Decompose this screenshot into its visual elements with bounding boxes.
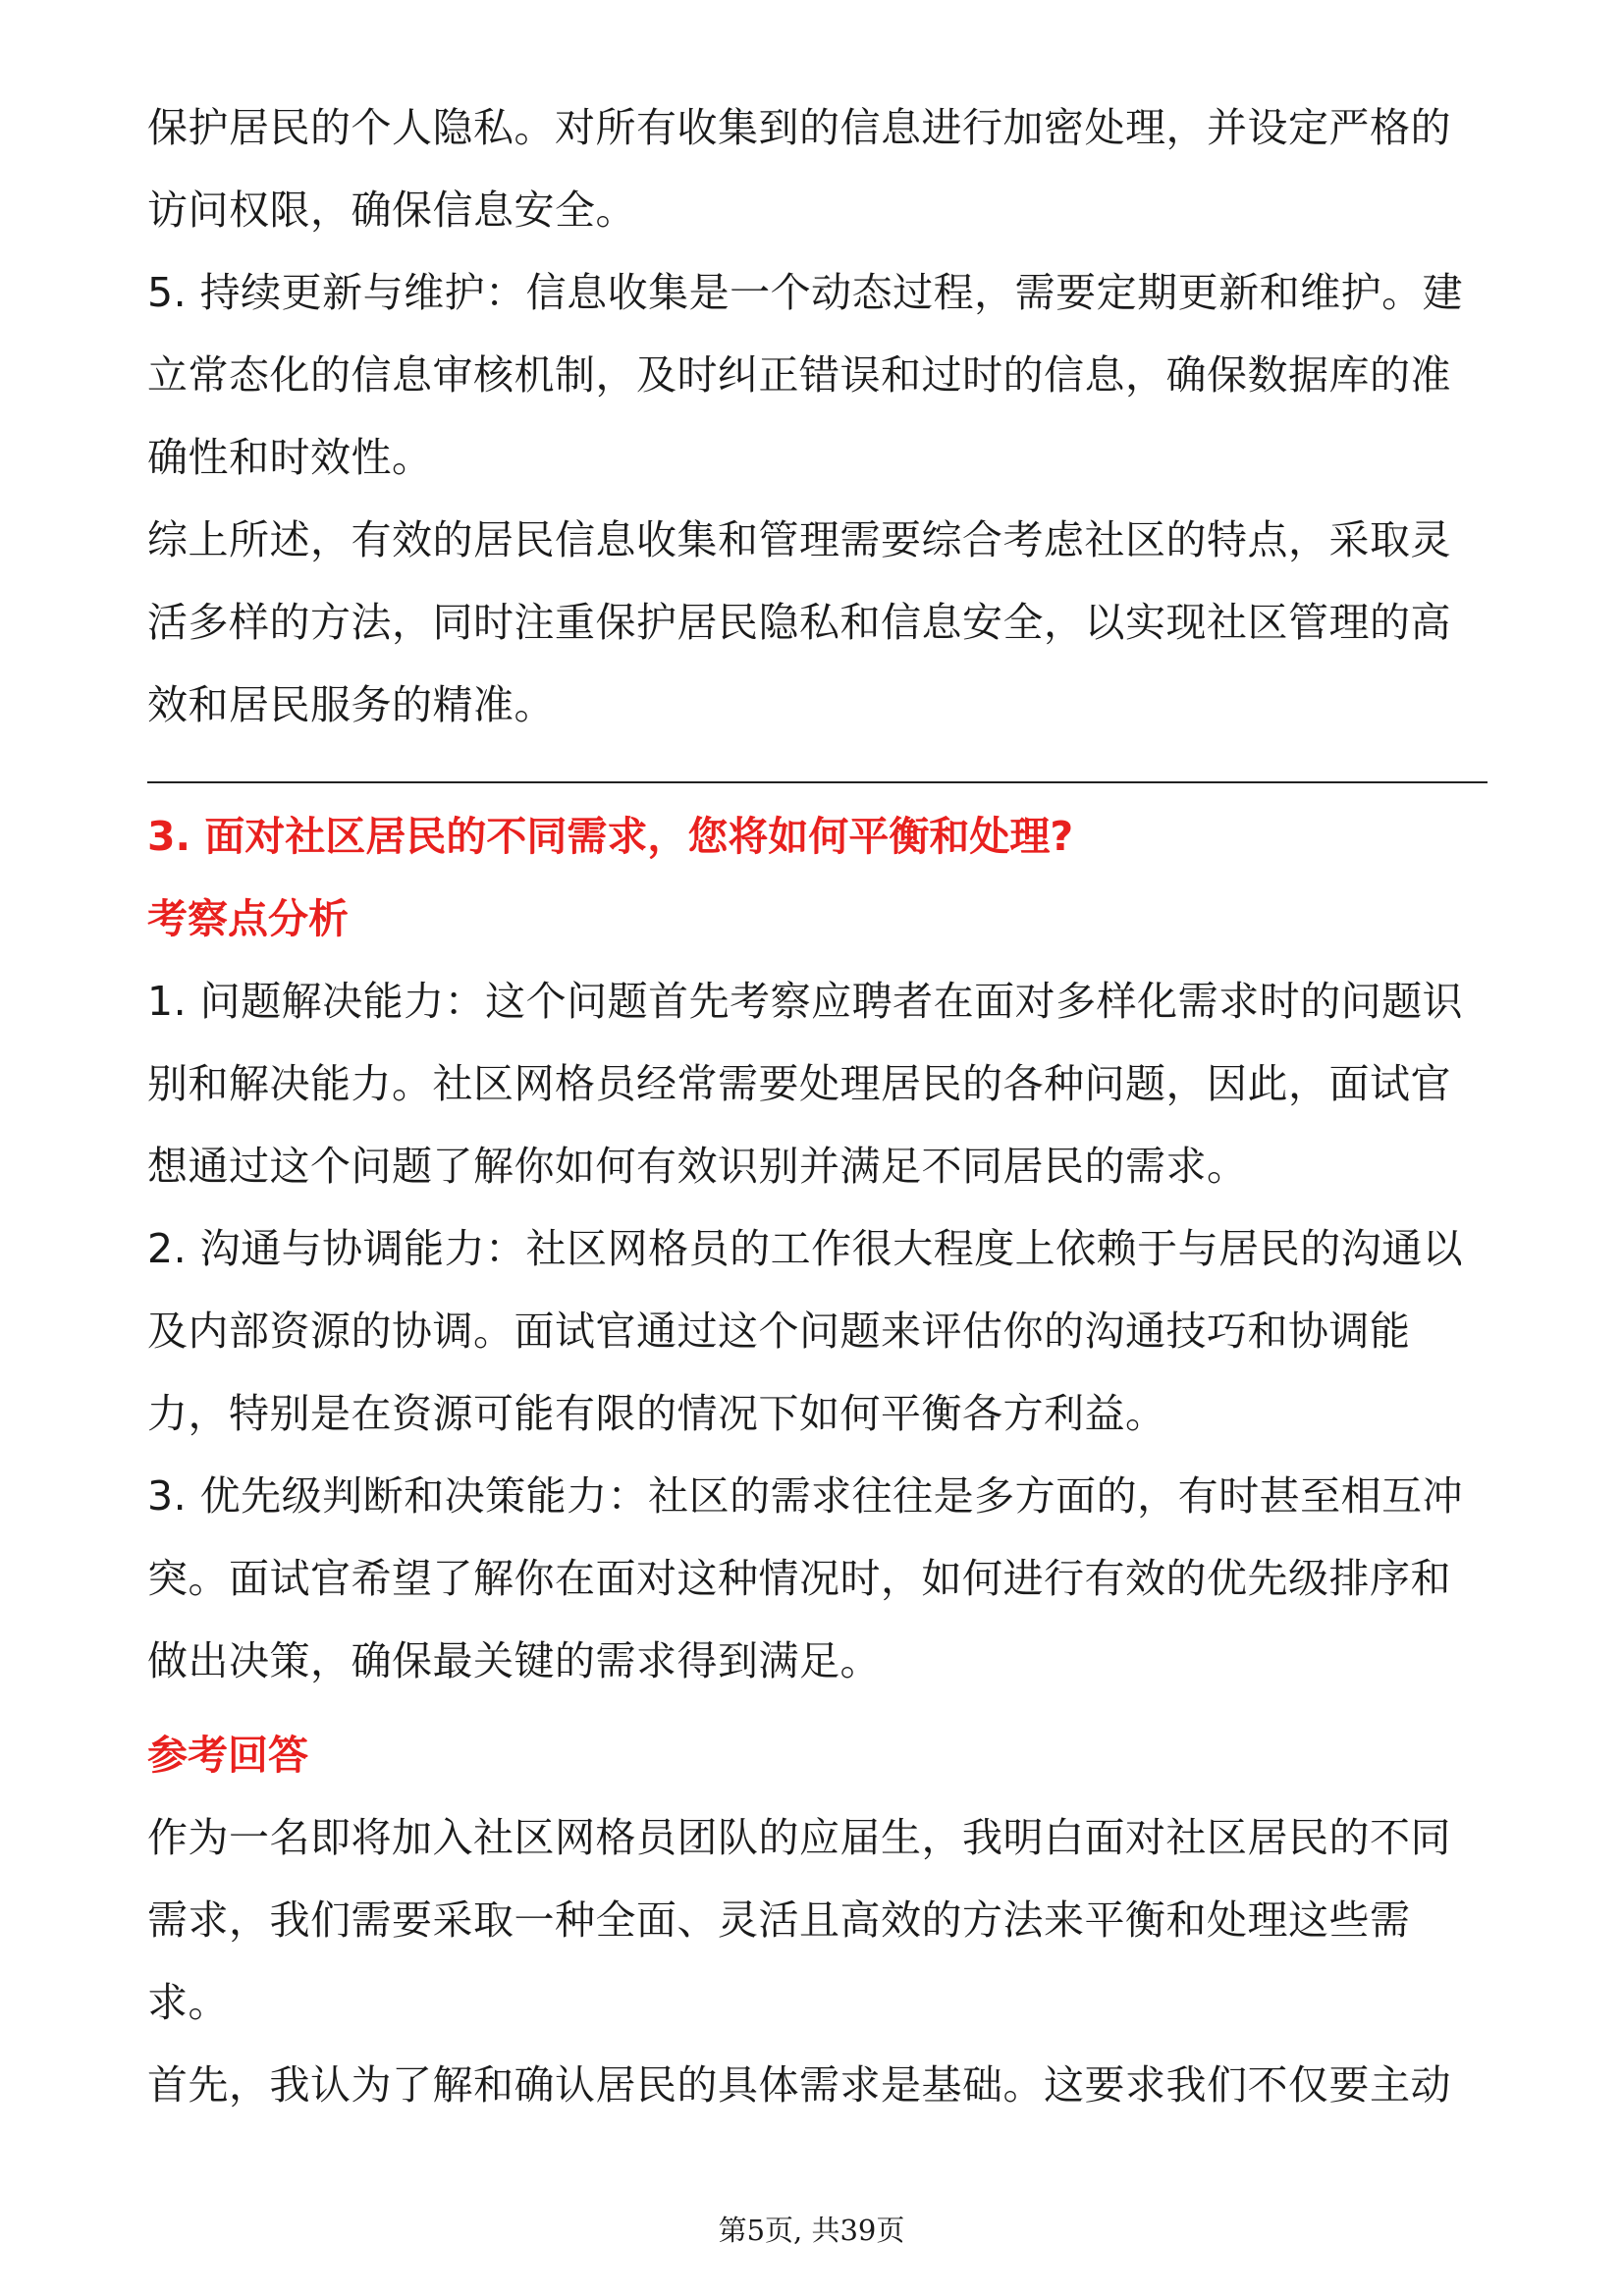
text-line: 保护居民的个人隐私。对所有收集到的信息进行加密处理，并设定严格的 [147,104,1451,151]
text-line: 活多样的方法，同时注重保护居民隐私和信息安全，以实现社区管理的高 [147,599,1451,646]
text-line: 首先，我认为了解和确认居民的具体需求是基础。这要求我们不仅要主动 [147,2061,1451,2109]
text-line: 1. 问题解决能力：这个问题首先考察应聘者在面对多样化需求时的问题识 [147,978,1464,1025]
text-line: 访问权限，确保信息安全。 [147,187,636,234]
text-line: 想通过这个问题了解你如何有效识别并满足不同居民的需求。 [147,1143,1248,1190]
text-line: 效和居民服务的精准。 [147,681,555,728]
analysis-heading: 考察点分析 [147,895,349,942]
page-footer: 第5页, 共39页 [718,2214,905,2247]
text-line: 立常态化的信息审核机制，及时纠正错误和过时的信息，确保数据库的准 [147,351,1451,399]
answer-heading: 参考回答 [147,1732,308,1779]
spacer [147,1702,1488,1714]
document-page [147,86,1488,2126]
text-line: 需求，我们需要采取一种全面、灵活且高效的方法来平衡和处理这些需 [147,1896,1411,1944]
text-line: 2. 沟通与协调能力：社区网格员的工作很大程度上依赖于与居民的沟通以 [147,1225,1464,1272]
text-line: 确性和时效性。 [147,434,433,481]
text-line: 综上所述，有效的居民信息收集和管理需要综合考虑社区的特点，采取灵 [147,516,1451,563]
text-line: 及内部资源的协调。面试官通过这个问题来评估你的沟通技巧和协调能 [147,1308,1411,1355]
text-line: 突。面试官希望了解你在面对这种情况时，如何进行有效的优先级排序和 [147,1555,1451,1602]
text-line: 别和解决能力。社区网格员经常需要处理居民的各种问题，因此，面试官 [147,1060,1451,1107]
text-line: 做出决策，确保最关键的需求得到满足。 [147,1637,881,1684]
text-line: 3. 优先级判断和决策能力：社区的需求往往是多方面的，有时甚至相互冲 [147,1472,1464,1520]
answer-section [147,1796,1488,2126]
intro-section [147,86,1488,746]
text-line: 5. 持续更新与维护：信息收集是一个动态过程，需要定期更新和维护。建 [147,269,1464,316]
text-line: 力，特别是在资源可能有限的情况下如何平衡各方利益。 [147,1390,1166,1437]
section-divider [147,781,1488,783]
analysis-section [147,960,1488,1702]
text-line: 作为一名即将加入社区网格员团队的应届生，我明白面对社区居民的不同 [147,1814,1451,1861]
text-line: 求。 [147,1979,229,2026]
question-title: 3. 面对社区居民的不同需求，您将如何平衡和处理? [147,813,1074,860]
